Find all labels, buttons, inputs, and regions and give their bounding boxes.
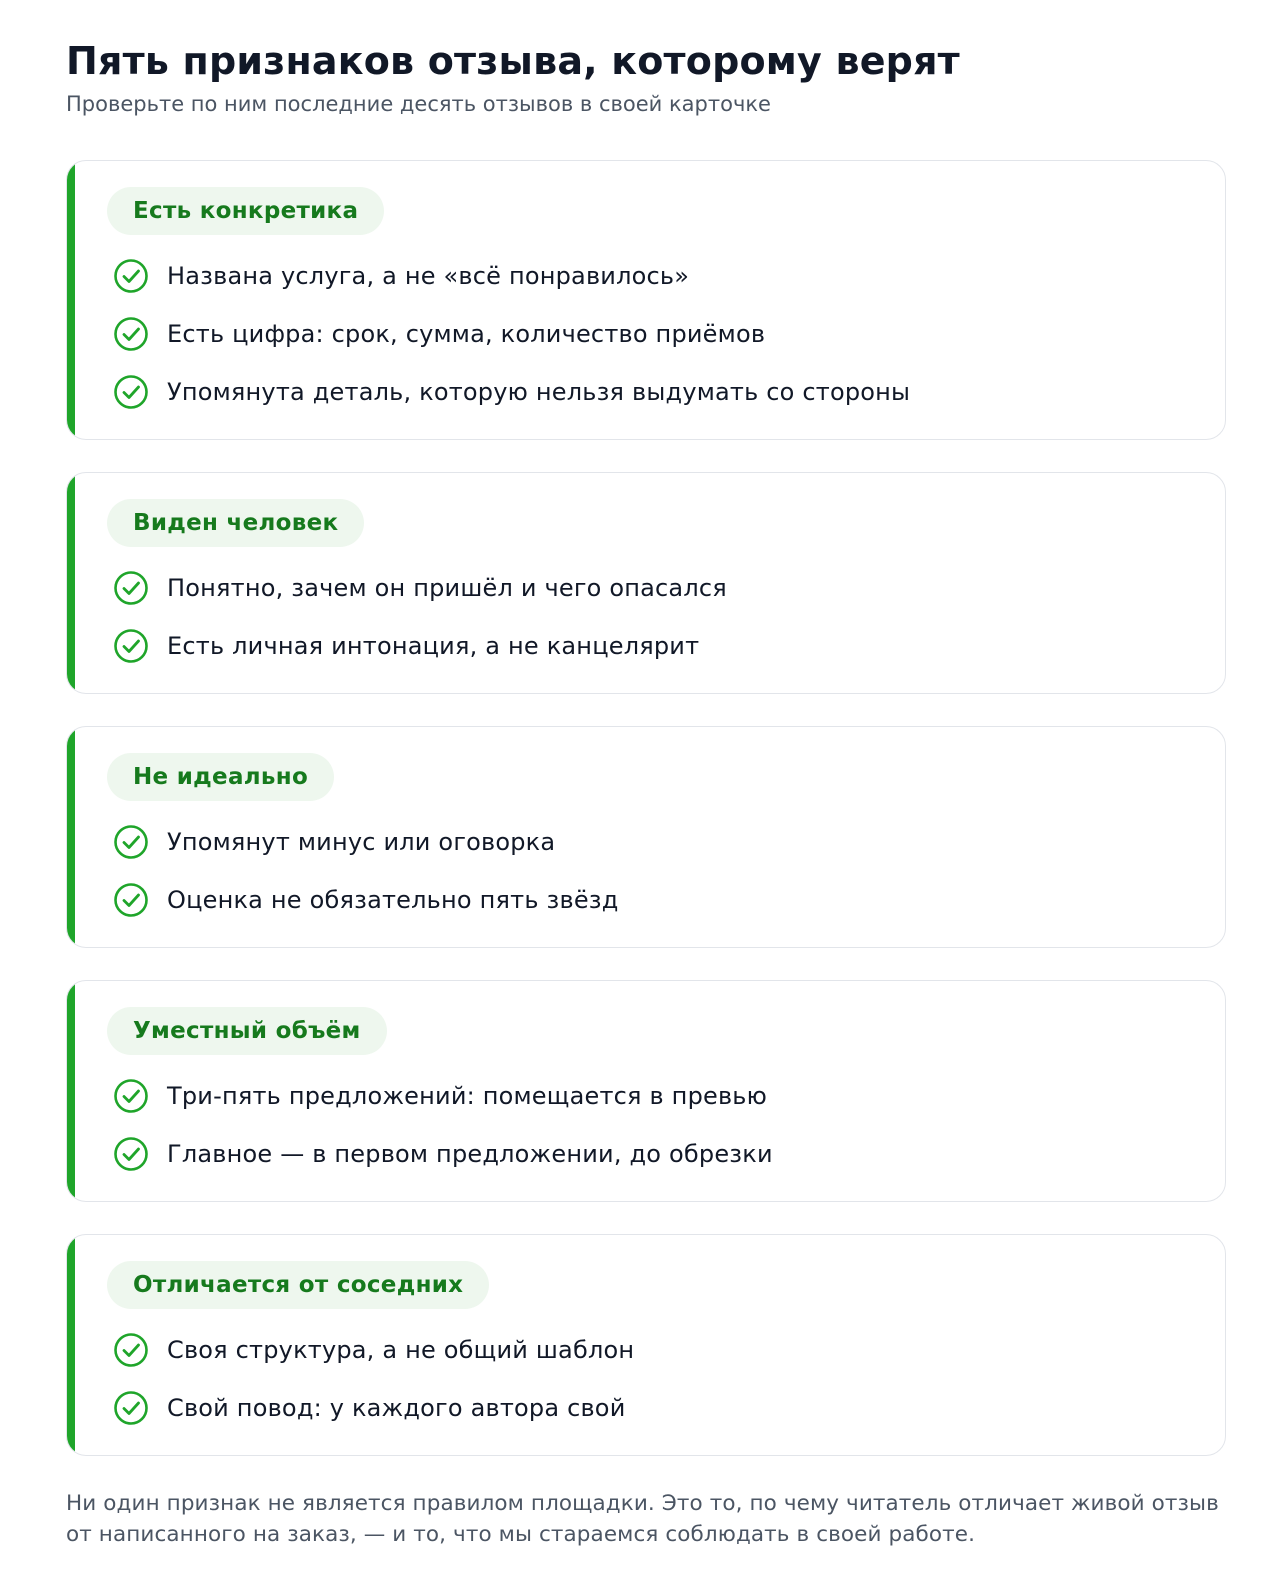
criterion-item: [107, 617, 1225, 675]
criterion-heading: Уместный объём: [107, 1007, 387, 1055]
criterion-card: [66, 726, 1226, 948]
check-circle-icon: [113, 374, 149, 410]
criterion-item-text: Три-пять предложений: помещается в превью: [167, 1082, 768, 1110]
criterion-item: [107, 1321, 1225, 1379]
page-title: Пять признаков отзыва, которому верят: [66, 39, 960, 83]
criterion-item: [107, 363, 1225, 421]
card-accent-bar: [67, 981, 75, 1201]
check-circle-icon: [113, 628, 149, 664]
criterion-item-text: Своя структура, а не общий шаблон: [167, 1336, 635, 1364]
criterion-item-text: Есть личная интонация, а не канцелярит: [167, 632, 700, 660]
criterion-card: [66, 472, 1226, 694]
check-circle-icon: [113, 1136, 149, 1172]
card-accent-bar: [67, 161, 75, 439]
criterion-card: [66, 160, 1226, 440]
criterion-heading: Отличается от соседних: [107, 1261, 489, 1309]
criterion-card: [66, 1234, 1226, 1456]
criterion-item: [107, 247, 1225, 305]
card-accent-bar: [67, 727, 75, 947]
criterion-item: [107, 871, 1225, 929]
criterion-item-text: Свой повод: у каждого автора свой: [167, 1394, 626, 1422]
criterion-items: [107, 559, 1225, 675]
footnote: Ни один признак не является правилом площадки. Это то, по чему читатель отличает живой отзыв от написанного на заказ, — и то, что мы стараемся соблюдать в своей работе.: [66, 1491, 1219, 1547]
criterion-heading: Виден человек: [107, 499, 364, 547]
criterion-item: [107, 1125, 1225, 1183]
criterion-item: [107, 1379, 1225, 1437]
criterion-items: [107, 1067, 1225, 1183]
criterion-item: [107, 813, 1225, 871]
check-circle-icon: [113, 1078, 149, 1114]
check-circle-icon: [113, 882, 149, 918]
criterion-card: [66, 980, 1226, 1202]
criterion-item-text: Главное — в первом предложении, до обрезки: [167, 1140, 773, 1168]
criterion-item-text: Понятно, зачем он пришёл и чего опасался: [167, 574, 727, 602]
criterion-item: [107, 559, 1225, 617]
criterion-item: [107, 305, 1225, 363]
criterion-heading: Не идеально: [107, 753, 334, 801]
criterion-items: [107, 247, 1225, 421]
criterion-items: [107, 813, 1225, 929]
criterion-item: [107, 1067, 1225, 1125]
card-accent-bar: [67, 473, 75, 693]
check-circle-icon: [113, 570, 149, 606]
criterion-item-text: Упомянута деталь, которую нельзя выдумать со стороны: [167, 378, 911, 406]
criterion-item-text: Есть цифра: срок, сумма, количество приёмов: [167, 320, 766, 348]
criterion-item-text: Названа услуга, а не «всё понравилось»: [167, 262, 690, 290]
criterion-heading: Есть конкретика: [107, 187, 384, 235]
card-accent-bar: [67, 1235, 75, 1455]
page-subtitle: Проверьте по ним последние десять отзывов в своей карточке: [66, 92, 771, 116]
check-circle-icon: [113, 1390, 149, 1426]
check-circle-icon: [113, 1332, 149, 1368]
criterion-items: [107, 1321, 1225, 1437]
criteria-list: [66, 160, 1214, 1456]
criterion-item-text: Упомянут минус или оговорка: [167, 828, 556, 856]
check-circle-icon: [113, 316, 149, 352]
check-circle-icon: [113, 824, 149, 860]
criterion-item-text: Оценка не обязательно пять звёзд: [167, 886, 619, 914]
check-circle-icon: [113, 258, 149, 294]
